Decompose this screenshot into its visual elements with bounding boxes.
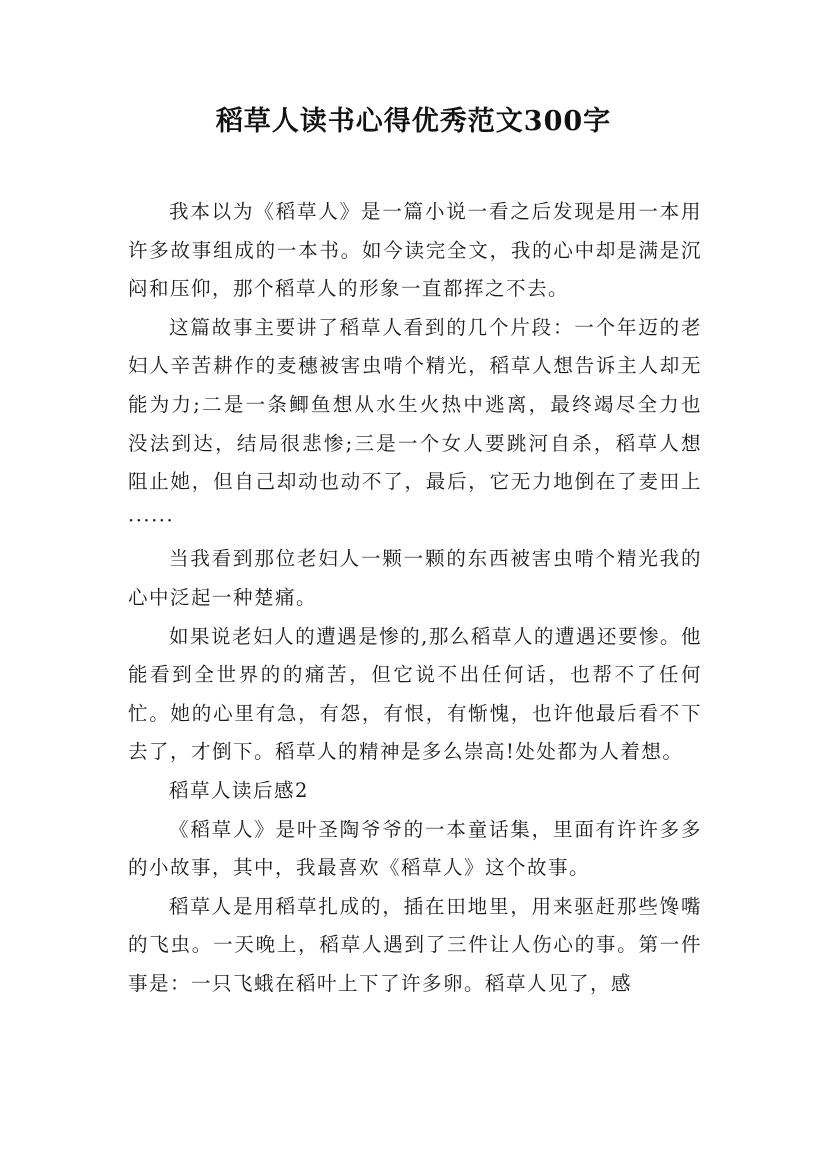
document-title: 稻草人读书心得优秀范文300字 <box>215 106 612 137</box>
paragraph-story-summary: 这篇故事主要讲了稻草人看到的几个片段：一个年迈的老妇人辛苦耕作的麦穗被害虫啃个精光，稻草人想告诉主人却无能为力;二是一条鲫鱼想从水生火热中逃离，最终竭尽全力也没法到达，结局很悲惨;三是一个女人要跳河自杀，稻草人想阻止她，但自己却动也动不了，最后，它无力地倒在了麦田上······ <box>128 315 702 532</box>
paragraph-old-woman: 当我看到那位老妇人一颗一颗的东西被害虫啃个精光我的心中泛起一种楚痛。 <box>128 547 702 609</box>
paragraph-intro: 我本以为《稻草人》是一篇小说一看之后发现是用一本用许多故事组成的一本书。如今读完全文，我的心中却是满是沉闷和压仰，那个稻草人的形象一直都挥之不去。 <box>128 200 702 301</box>
document-body <box>128 193 702 1003</box>
section-heading: 稻草人读后感2 <box>169 778 309 802</box>
paragraph-scarecrow-story: 稻草人是用稻草扎成的，插在田地里，用来驱赶那些馋嘴的飞虫。一天晚上，稻草人遇到了三件让人伤心的事。第一件事是：一只飞蛾在稻叶上下了许多卵。稻草人见了，感 <box>128 894 702 995</box>
paragraph-book-intro: 《稻草人》是叶圣陶爷爷的一本童话集，里面有许许多多的小故事，其中，我最喜欢《稻草人》这个故事。 <box>128 817 702 880</box>
paragraph-scarecrow-suffering: 如果说老妇人的遭遇是惨的,那么稻草人的遭遇还要惨。他能看到全世界的的痛苦，但它说不出任何话，也帮不了任何忙。她的心里有急，有怨，有恨，有惭愧，也许他最后看不下去了，才倒下。稻草人的精神是多么崇高!处处都为人着想。 <box>128 624 702 764</box>
